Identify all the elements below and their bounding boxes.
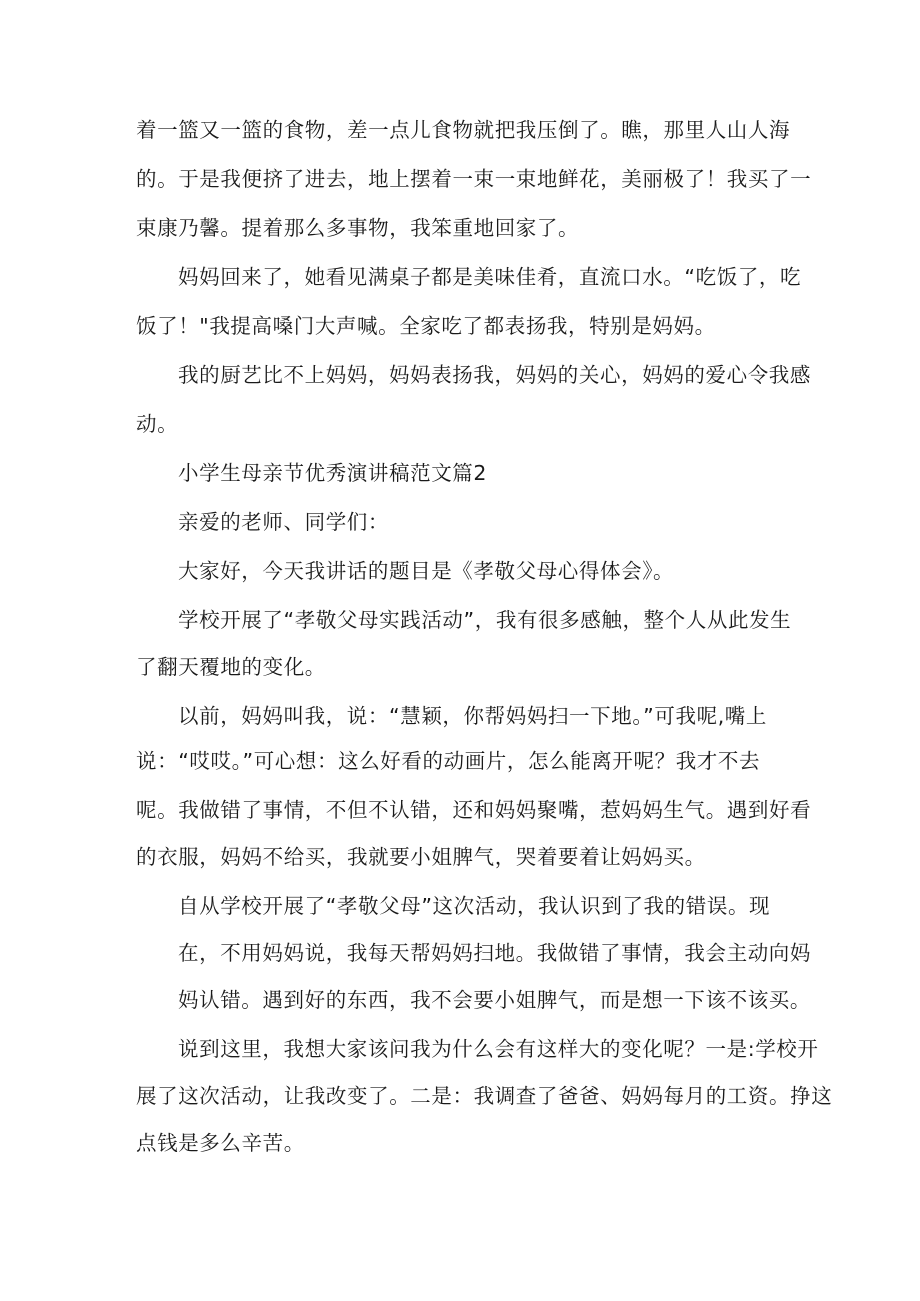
text-line: 的。于是我便挤了进去，地上摆着一束一束地鲜花，美丽极了！我买了一 <box>136 167 812 191</box>
text-line: 以前，妈妈叫我，说：“慧颖，你帮妈妈扫一下地。”可我呢,嘴上 <box>178 704 768 728</box>
text-line: 在，不用妈妈说，我每天帮妈妈扫地。我做错了事情，我会主动向妈 <box>178 941 811 965</box>
text-line: 学校开展了“孝敬父母实践活动”，我有很多感触，整个人从此发生 <box>178 608 792 632</box>
text-line: 束康乃馨。提着那么多事物，我笨重地回家了。 <box>136 216 580 240</box>
salutation: 亲爱的老师、同学们： <box>178 510 389 534</box>
text-line: 自从学校开展了“孝敬父母”这次活动，我认识到了我的错误。现 <box>178 894 771 918</box>
text-line: 妈认错。遇到好的东西，我不会要小姐脾气，而是想一下该不该买。 <box>178 988 811 1012</box>
text-line: 说：“哎哎。”可心想：这么好看的动画片，怎么能离开呢？我才不去 <box>136 749 761 773</box>
text-line: 动。 <box>136 412 179 436</box>
text-line: 大家好，今天我讲话的题目是《孝敬父母心得体会》。 <box>178 559 675 583</box>
text-line: 妈妈回来了，她看见满桌子都是美味佳肴，直流口水。“吃饭了，吃 <box>178 265 802 289</box>
text-line: 着一篮又一篮的食物，差一点儿食物就把我压倒了。瞧，那里人山人海 <box>136 118 791 142</box>
text-line: 呢。我做错了事情，不但不认错，还和妈妈聚嘴，惹妈妈生气。遇到好看 <box>136 798 812 822</box>
text-line: 了翻天覆地的变化。 <box>136 655 326 679</box>
text-line: 展了这次活动，让我改变了。二是：我调查了爸爸、妈妈每月的工资。挣这 <box>136 1084 833 1108</box>
text-line: 我的厨艺比不上妈妈，妈妈表扬我，妈妈的关心，妈妈的爱心令我感 <box>178 363 811 387</box>
text-line: 的衣服，妈妈不给买，我就要小姐脾气，哭着要着让妈妈买。 <box>136 845 706 869</box>
text-line: 说到这里，我想大家该问我为什么会有这样大的变化呢？一是:学校开 <box>178 1037 819 1061</box>
section-heading: 小学生母亲节优秀演讲稿范文篇2 <box>178 461 488 485</box>
text-line: 点钱是多么辛苦。 <box>136 1131 305 1155</box>
text-line: 饭了！"我提高嗓门大声喊。全家吃了都表扬我，特别是妈妈。 <box>136 314 716 338</box>
